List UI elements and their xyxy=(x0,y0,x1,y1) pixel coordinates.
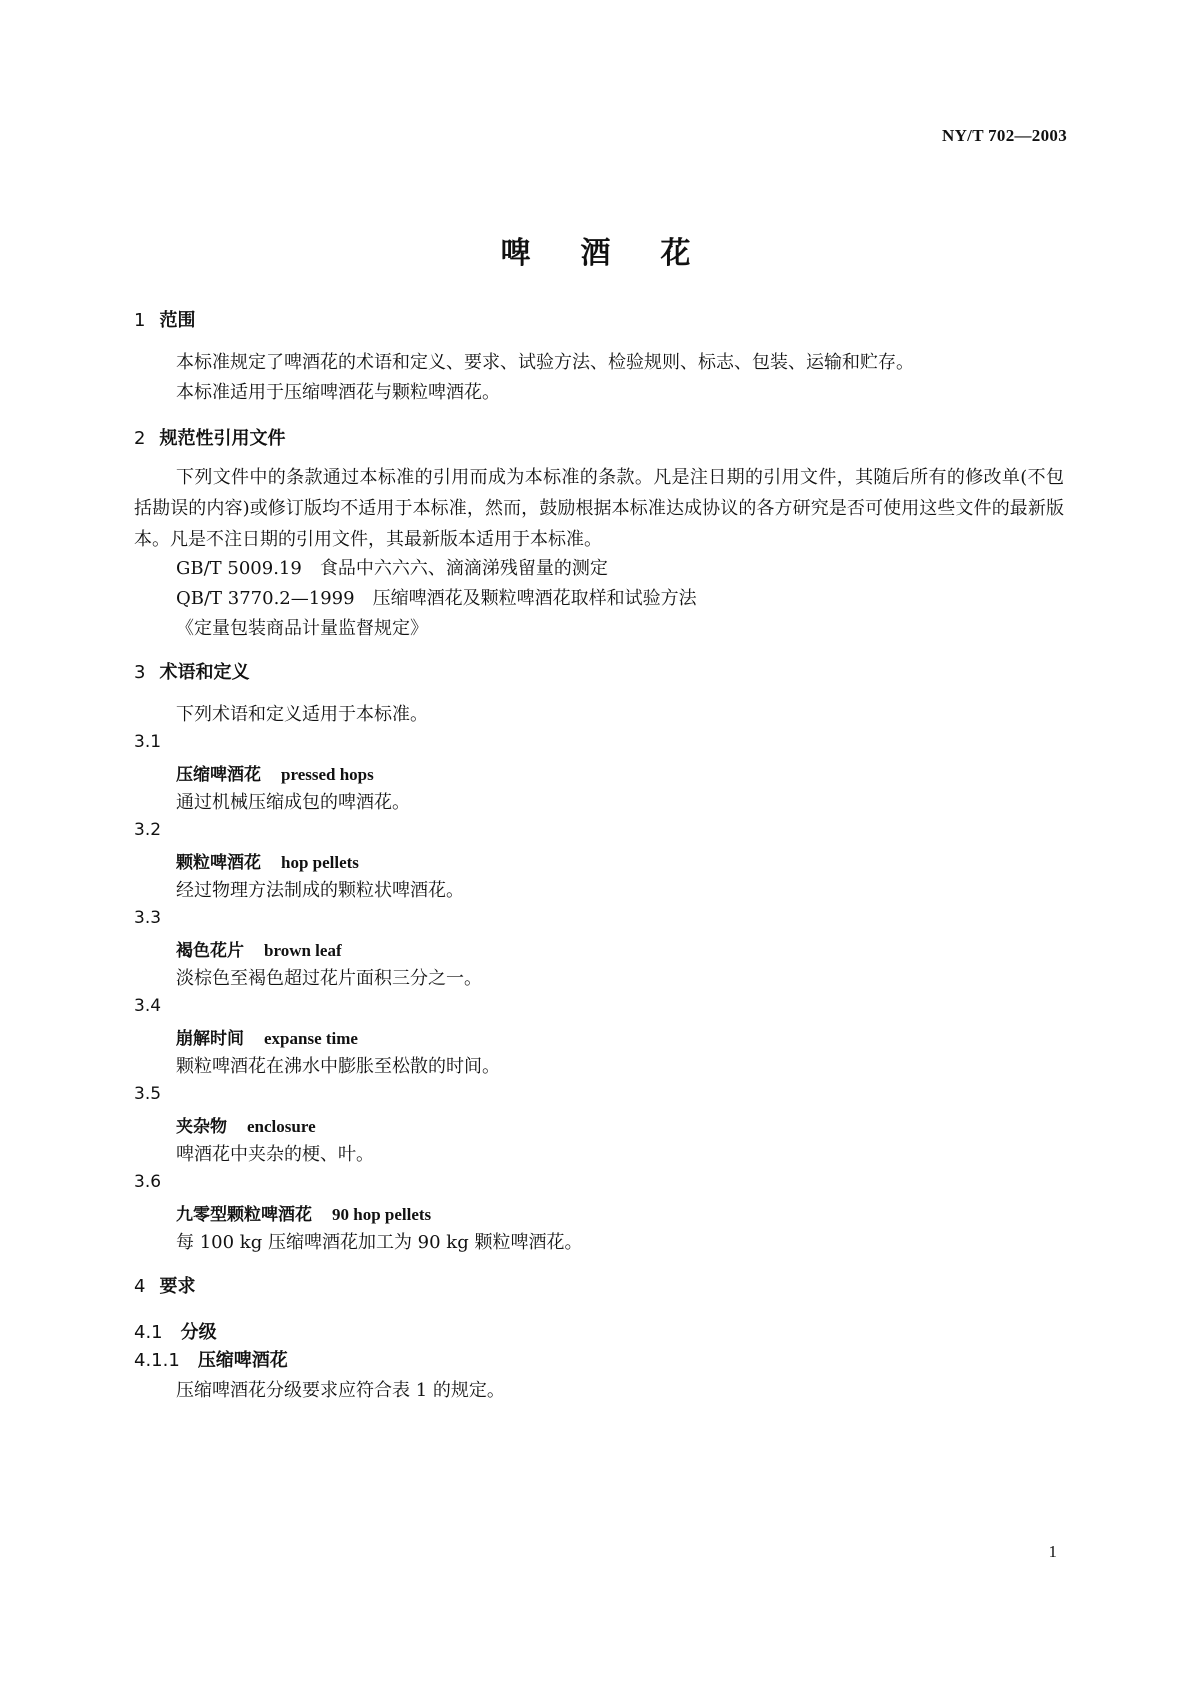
subsection-title: 分级 xyxy=(180,1322,217,1343)
section-number: 2 xyxy=(134,428,146,449)
section-title: 范围 xyxy=(159,310,196,331)
subsection-title: 压缩啤酒花 xyxy=(197,1350,288,1371)
reference-item: GB/T 5009.19 食品中六六六、滴滴涕残留量的测定 xyxy=(176,558,608,579)
term-english: pressed hops xyxy=(281,765,374,784)
subsection-number: 4.1.1 xyxy=(134,1350,180,1371)
section-1-paragraph-1: 本标准规定了啤酒花的术语和定义、要求、试验方法、检验规则、标志、包装、运输和贮存。 xyxy=(176,352,914,373)
reference-item: 《定量包装商品计量监督规定》 xyxy=(176,618,428,639)
term-definition: 通过机械压缩成包的啤酒花。 xyxy=(176,792,410,813)
term-chinese: 夹杂物 xyxy=(176,1117,227,1137)
section-number: 3 xyxy=(134,662,146,683)
section-title: 要求 xyxy=(159,1276,196,1297)
document-title: 啤酒花 xyxy=(500,236,741,271)
section-title: 术语和定义 xyxy=(159,662,250,683)
section-2-paragraph: 下列文件中的条款通过本标准的引用而成为本标准的条款。凡是注日期的引用文件，其随后所有的修改单(不包括勘误的内容)或修订版均不适用于本标准，然而，鼓励根据本标准达成协议的各方研究是否可使用这些文件的最新版本。凡是不注日期的引用文件，其最新版本适用于本标准。 xyxy=(134,467,1064,550)
section-1-paragraph-2: 本标准适用于压缩啤酒花与颗粒啤酒花。 xyxy=(176,382,500,403)
term-chinese: 九零型颗粒啤酒花 xyxy=(176,1205,312,1225)
reference-item: QB/T 3770.2—1999 压缩啤酒花及颗粒啤酒花取样和试验方法 xyxy=(176,588,697,609)
term-english: enclosure xyxy=(247,1117,316,1136)
term-definition: 淡棕色至褐色超过花片面积三分之一。 xyxy=(176,968,482,989)
term-name xyxy=(176,936,342,961)
term-english: expanse time xyxy=(264,1029,358,1048)
term-definition: 每 100 kg 压缩啤酒花加工为 90 kg 颗粒啤酒花。 xyxy=(176,1232,583,1253)
subsection-number: 4.1 xyxy=(134,1322,163,1343)
term-number: 3.4 xyxy=(134,996,162,1016)
term-name xyxy=(176,848,359,873)
term-name xyxy=(176,1024,358,1049)
term-english: 90 hop pellets xyxy=(332,1205,432,1224)
term-number: 3.2 xyxy=(134,820,162,840)
term-chinese: 褐色花片 xyxy=(176,941,244,961)
subsection-4-1-1-heading xyxy=(134,1346,288,1372)
standard-code: NY/T 702—2003 xyxy=(942,126,1067,145)
section-1-heading xyxy=(134,306,195,332)
term-definition: 啤酒花中夹杂的梗、叶。 xyxy=(176,1144,374,1165)
term-name xyxy=(176,1112,316,1137)
page-number: 1 xyxy=(1048,1542,1057,1561)
subsection-4-1-heading xyxy=(134,1318,217,1344)
term-number: 3.3 xyxy=(134,908,162,928)
section-title: 规范性引用文件 xyxy=(159,428,286,449)
term-chinese: 压缩啤酒花 xyxy=(176,765,261,785)
term-definition: 经过物理方法制成的颗粒状啤酒花。 xyxy=(176,880,464,901)
term-name xyxy=(176,1200,431,1225)
subsection-4-1-1-paragraph: 压缩啤酒花分级要求应符合表 1 的规定。 xyxy=(176,1380,505,1401)
term-english: brown leaf xyxy=(264,941,342,960)
term-number: 3.1 xyxy=(134,732,162,752)
section-3-intro: 下列术语和定义适用于本标准。 xyxy=(176,704,428,725)
term-chinese: 崩解时间 xyxy=(176,1029,244,1049)
section-4-heading xyxy=(134,1272,195,1298)
section-number: 4 xyxy=(134,1276,146,1297)
term-definition: 颗粒啤酒花在沸水中膨胀至松散的时间。 xyxy=(176,1056,500,1077)
section-number: 1 xyxy=(134,310,146,331)
term-english: hop pellets xyxy=(281,853,359,872)
term-number: 3.6 xyxy=(134,1172,162,1192)
term-name xyxy=(176,760,374,785)
section-2-heading xyxy=(134,424,285,450)
term-number: 3.5 xyxy=(134,1084,162,1104)
section-3-heading xyxy=(134,658,249,684)
term-chinese: 颗粒啤酒花 xyxy=(176,853,261,873)
